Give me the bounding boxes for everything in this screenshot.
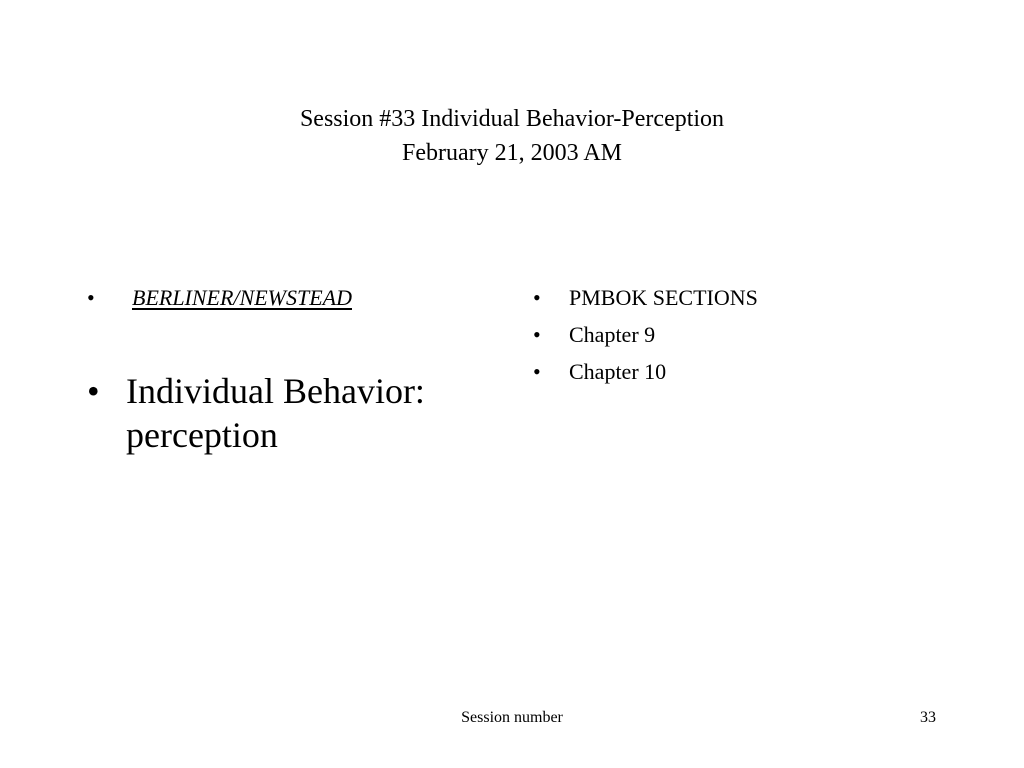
right-bullet-item (532, 282, 952, 319)
bullet-icon: • (87, 371, 100, 411)
bullet-icon: • (87, 285, 95, 310)
footer-page-number: 33 (920, 709, 936, 726)
right-bullet-item (532, 356, 952, 393)
right-bullet-item (532, 319, 952, 356)
bullet-icon: • (533, 359, 541, 384)
bullet-icon: • (533, 322, 541, 347)
footer-session-label: Session number (461, 709, 563, 726)
left-bullet-item (86, 282, 506, 319)
left-bullet-text-individual-behavior: Individual Behavior: perception (126, 371, 425, 455)
bullet-icon: • (533, 285, 541, 310)
slide-title-line-2: February 21, 2003 AM (402, 140, 622, 166)
slide-title-line-1: Session #33 Individual Behavior-Perception (299, 106, 725, 132)
right-column (532, 282, 952, 393)
right-bullet-text-chapter-9: Chapter 9 (569, 322, 656, 347)
right-bullet-text-pmbok-sections: PMBOK SECTIONS (569, 285, 758, 310)
left-column (86, 282, 506, 457)
left-bullet-text-berliner-newstead: BERLINER/NEWSTEAD (132, 285, 352, 310)
left-bullet-item (86, 369, 506, 457)
right-bullet-text-chapter-10: Chapter 10 (569, 359, 667, 384)
slide-title (0, 102, 1024, 170)
